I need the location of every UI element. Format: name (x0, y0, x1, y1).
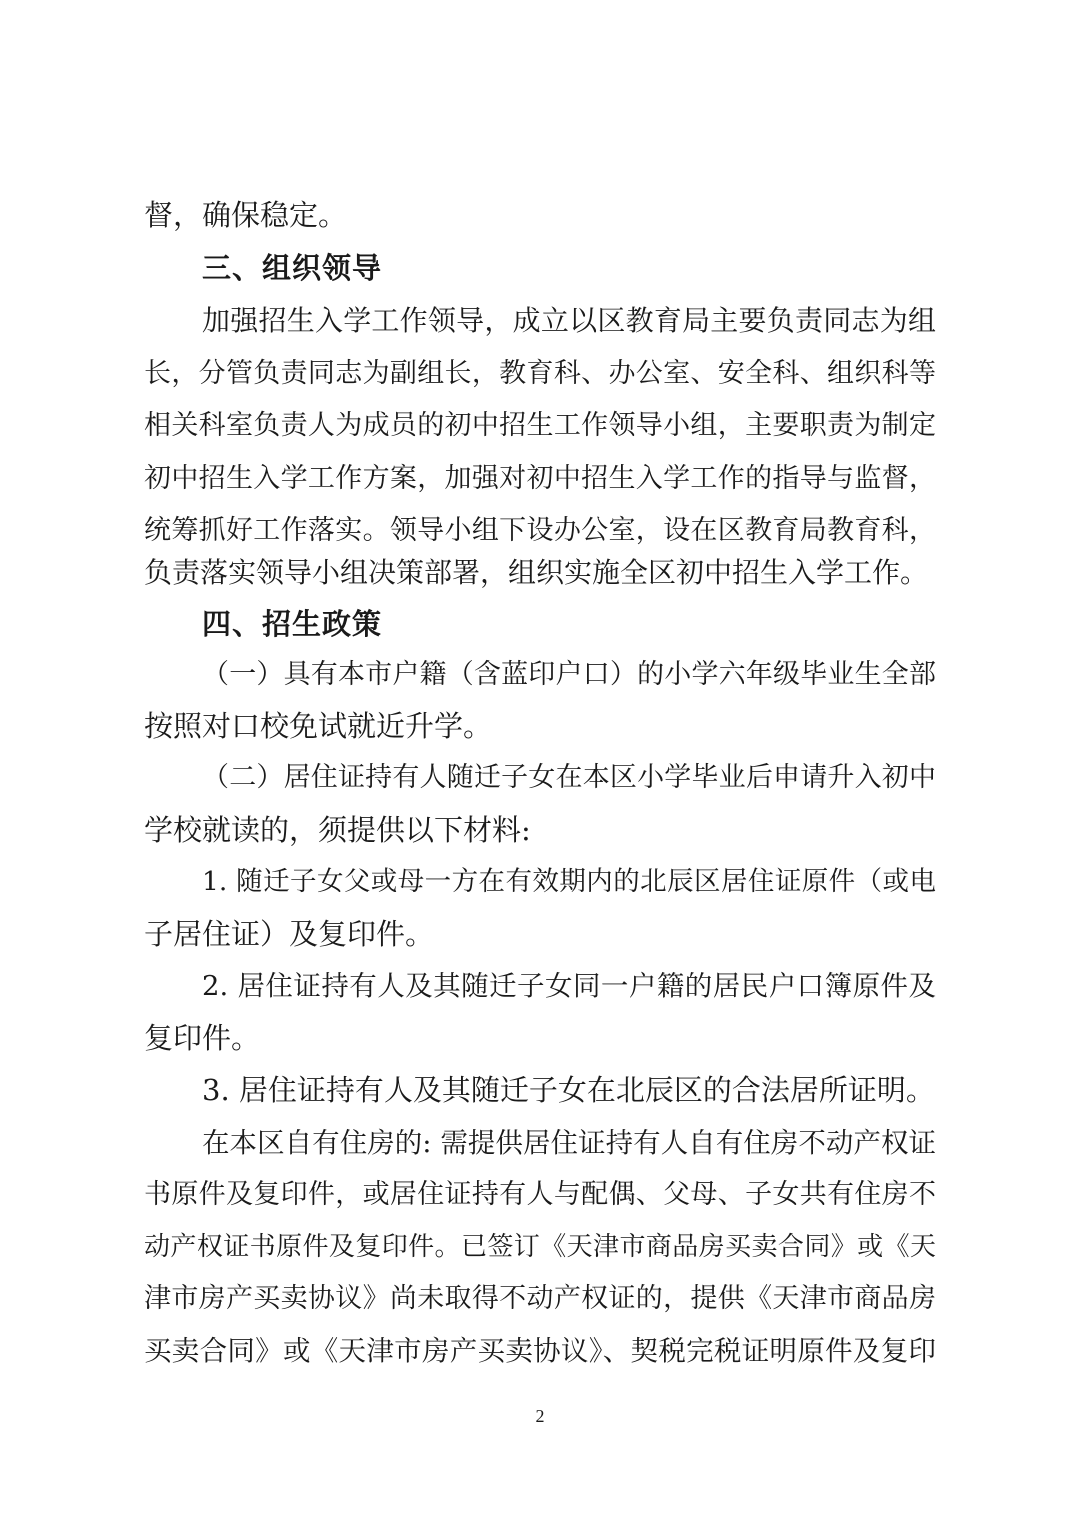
text-line: 长，分管负责同志为副组长，教育科、办公室、安全科、组织科等 (144, 358, 936, 389)
text-line: 买卖合同》或《天津市房产买卖协议》、契税完税证明原件及复印 (144, 1335, 936, 1367)
text-line: 初中招生入学工作方案，加强对初中招生入学工作的指导与监督， (144, 463, 936, 494)
page-number: 2 (535, 1406, 545, 1426)
text-line: 统筹抓好工作落实。领导小组下设办公室，设在区教育局教育科， (144, 515, 936, 546)
text-line: 学校就读的，须提供以下材料: (144, 813, 531, 847)
text-line: 督，确保稳定。 (144, 198, 348, 232)
text-line: 1. 随迁子女父或母一方在有效期内的北辰区居住证原件（或电 (202, 866, 936, 897)
text-line: （二）居住证持有人随迁子女在本区小学毕业后申请升入初中 (202, 762, 936, 793)
text-line: 3. 居住证持有人及其随迁子女在北辰区的合法居所证明。 (202, 1073, 935, 1107)
text-line: 复印件。 (144, 1021, 261, 1055)
text-line: 负责落实领导小组决策部署，组织实施全区初中招生入学工作。 (144, 556, 929, 589)
section-heading-organization: 三、组织领导 (202, 251, 383, 285)
text-line: 相关科室负责人为成员的初中招生工作领导小组，主要职责为制定 (144, 410, 936, 441)
text-line: 子居住证）及复印件。 (144, 917, 435, 951)
text-line: 津市房产买卖协议》尚未取得不动产权证的，提供《天津市商品房 (144, 1283, 936, 1314)
text-line: 按照对口校免试就近升学。 (144, 709, 493, 743)
text-line: 书原件及复印件，或居住证持有人与配偶、父母、子女共有住房不 (144, 1179, 936, 1210)
text-line: 2. 居住证持有人及其随迁子女同一户籍的居民户口簿原件及 (202, 970, 936, 1002)
text-line: 加强招生入学工作领导，成立以区教育局主要负责同志为组 (202, 304, 936, 337)
text-line: 在本区自有住房的: 需提供居住证持有人自有住房不动产权证 (202, 1127, 936, 1159)
section-heading-policy: 四、招生政策 (202, 607, 383, 641)
text-line: 动产权证书原件及复印件。已签订《天津市商品房买卖合同》或《天 (144, 1232, 936, 1262)
text-line: （一）具有本市户籍（含蓝印户口）的小学六年级毕业生全部 (202, 659, 936, 690)
